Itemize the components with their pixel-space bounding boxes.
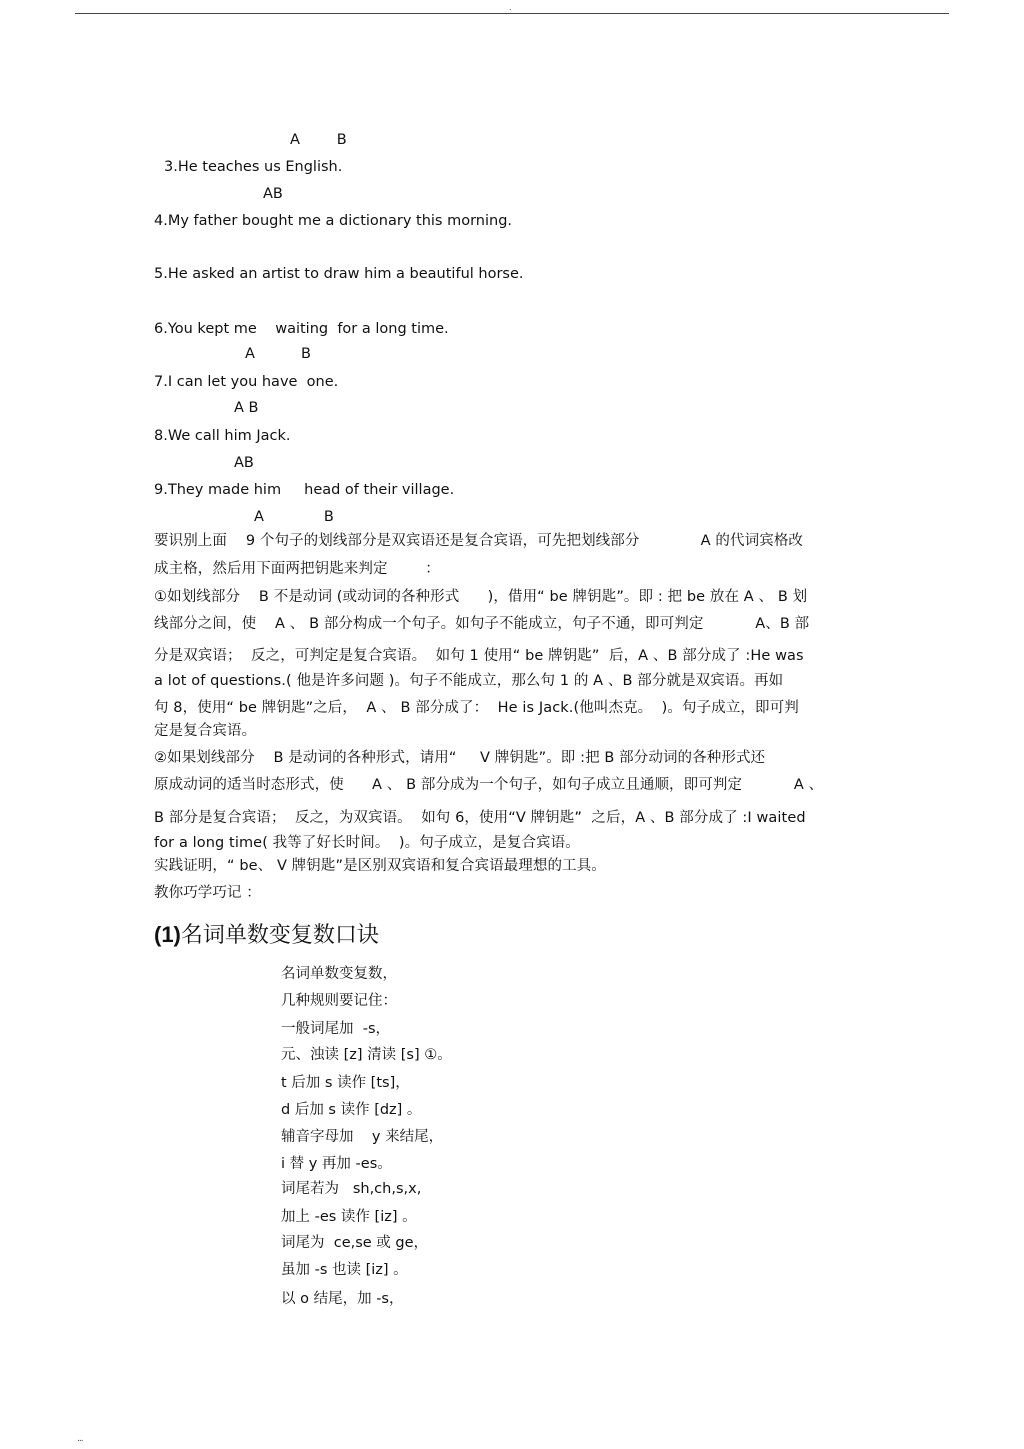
- marker-line-ab: A B: [245, 346, 311, 362]
- explanation-line: for a long time( 我等了好长时间。 )。句子成立，是复合宾语。: [154, 835, 580, 851]
- poem-line: i 替 y 再加 -es。: [281, 1156, 392, 1172]
- section-title: 名词单数变复数口诀: [180, 923, 379, 948]
- poem-line: d 后加 s 读作 [dz] 。: [281, 1102, 422, 1118]
- sentence-8: 8.We call him Jack.: [154, 428, 291, 444]
- explanation-line: 成主格，然后用下面两把钥匙来判定 ：: [154, 561, 440, 577]
- sentence-5: 5.He asked an artist to draw him a beautiful horse.: [154, 266, 524, 282]
- poem-line: 几种规则要记住：: [281, 993, 397, 1009]
- explanation-line: 教你巧学巧记 ：: [154, 885, 261, 901]
- poem-line: 词尾若为 sh,ch,s,x,: [281, 1181, 422, 1197]
- poem-line: 虽加 -s 也读 [iz] 。: [281, 1262, 408, 1278]
- explanation-line: ②如果划线部分 B 是动词的各种形式，请用“ V 牌钥匙”。即 :把 B 部分动词的各种形式还: [154, 750, 766, 766]
- sentence-4: 4.My father bought me a dictionary this morning.: [154, 213, 513, 229]
- header-rule: [75, 13, 949, 14]
- explanation-line: a lot of questions.( 他是许多问题 )。句子不能成立，那么句 1 的 A 、B 部分就是双宾语。再如: [154, 673, 784, 689]
- poem-line: 一般词尾加 -s，: [281, 1021, 391, 1037]
- sentence-7: 7.I can let you have one.: [154, 374, 339, 390]
- explanation-line: 要识别上面 9 个句子的划线部分是双宾语还是复合宾语，可先把划线部分 A 的代词宾格改: [154, 533, 804, 549]
- marker-line-ab: A B: [254, 509, 334, 525]
- section-heading: [154, 921, 379, 950]
- poem-line: 名词单数变复数，: [281, 966, 397, 982]
- poem-line: 以 o 结尾，加 -s，: [281, 1291, 404, 1307]
- explanation-line: 实践证明，“ be、 V 牌钥匙”是区别双宾语和复合宾语最理想的工具。: [154, 858, 606, 874]
- explanation-line: 线部分之间，使 A 、 B 部分构成一个句子。如句子不能成立，句子不通，即可判定 A、B 部: [154, 616, 810, 632]
- explanation-line: 原成动词的适当时态形式，使 A 、 B 部分成为一个句子，如句子成立且通顺，即可判定 A 、: [154, 777, 824, 793]
- section-number: (1): [154, 922, 181, 947]
- marker-line-ab: AB: [234, 455, 254, 471]
- explanation-line: ①如划线部分 B 不是动词 (或动词的各种形式 )，借用“ be 牌钥匙”。即 : 把 be 放在 A 、 B 划: [154, 589, 808, 605]
- explanation-line: 句 8，使用“ be 牌钥匙”之后， A 、 B 部分成了： He is Jack.(他叫杰克。 )。句子成立，即可判: [154, 700, 799, 716]
- explanation-line: 定是复合宾语。: [154, 723, 257, 739]
- footer-mark: ...: [77, 1434, 83, 1444]
- sentence-3: 3.He teaches us English.: [164, 159, 343, 175]
- marker-line-ab: A B: [234, 400, 259, 416]
- sentence-6: 6.You kept me waiting for a long time.: [154, 321, 449, 337]
- poem-line: t 后加 s 读作 [ts]，: [281, 1075, 410, 1091]
- header-dot: .: [509, 3, 512, 12]
- marker-line-ab: A B: [290, 132, 347, 148]
- poem-line: 辅音字母加 y 来结尾，: [281, 1129, 444, 1145]
- poem-line: 加上 -es 读作 [iz] 。: [281, 1209, 417, 1225]
- explanation-line: B 部分是复合宾语； 反之，为双宾语。 如句 6，使用“V 牌钥匙” 之后，A 、B 部分成了 :I waited: [154, 810, 806, 826]
- explanation-line: 分是双宾语； 反之，可判定是复合宾语。 如句 1 使用“ be 牌钥匙” 后，A 、B 部分成了 :He was: [154, 648, 804, 664]
- poem-line: 元、浊读 [z] 清读 [s] ①。: [281, 1047, 452, 1063]
- poem-line: 词尾为 ce,se 或 ge，: [281, 1235, 429, 1251]
- sentence-9: 9.They made him head of their village.: [154, 482, 455, 498]
- marker-line-ab: AB: [263, 186, 283, 202]
